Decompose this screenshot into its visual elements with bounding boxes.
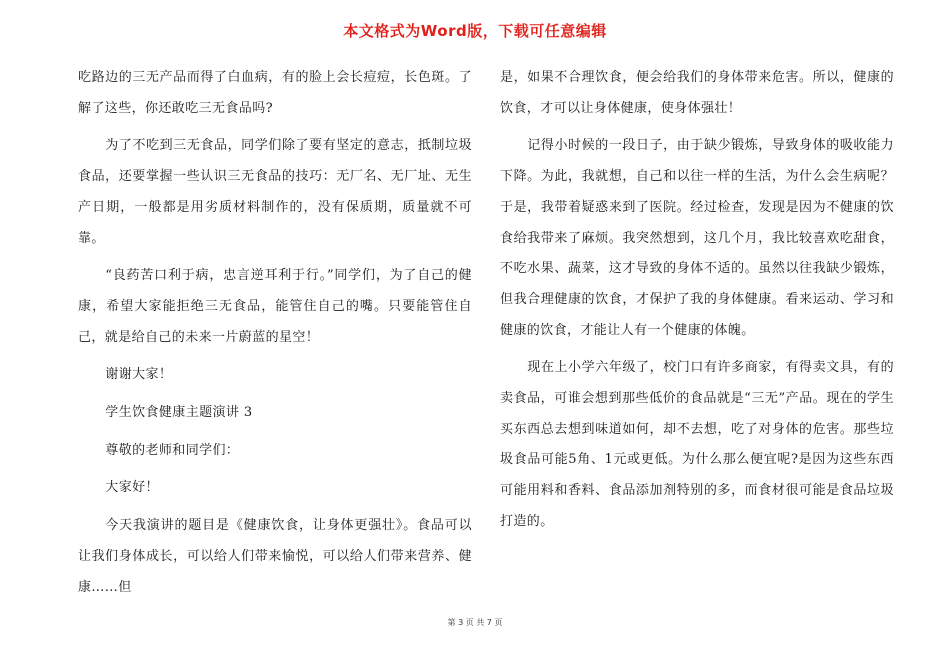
paragraph: “良药苦口利于病，忠言逆耳利于行。”同学们，为了自己的健康，希望大家能拒绝三无食品，能管住自己的嘴。只要能管住自己，就是给自己的未来一片蔚蓝的星空！	[78, 268, 472, 345]
paragraph: 谢谢大家！	[105, 367, 173, 383]
right-column	[500, 63, 894, 545]
paragraph: 是，如果不合理饮食，便会给我们的身体带来危害。所以，健康的饮食，才可以让身体健康，使身体强壮！	[500, 70, 894, 116]
paragraph: 今天我演讲的题目是《健康饮食，让身体更强壮》。食品可以让我们身体成长，可以给人们带来愉悦，可以给人们带来营养、健康……但	[78, 518, 472, 595]
paragraph: 吃路边的三无产品而得了白血病，有的脸上会长痘痘，长色斑。了解了这些，你还敢吃三无食品吗?	[78, 70, 472, 116]
salutation: 尊敬的老师和同学们：	[105, 442, 240, 458]
left-column	[78, 63, 472, 610]
section-heading: 学生饮食健康主题演讲 3	[105, 405, 253, 421]
word-format-banner: 本文格式为Word版，下载可任意编辑	[343, 22, 607, 40]
greeting: 大家好！	[105, 480, 159, 496]
page-number: 第 3 页 共 7 页	[447, 618, 503, 627]
paragraph: 为了不吃到三无食品，同学们除了要有坚定的意志，抵制垃圾食品，还要掌握一些认识三无食品的技巧：无厂名、无厂址、无生产日期，一般都是用劣质材料制作的，没有保质期，质量就不可靠。	[78, 138, 472, 246]
paragraph: 记得小时候的一段日子，由于缺少锻炼，导致身体的吸收能力下降。为此，我就想，自己和以往一样的生活，为什么会生病呢？于是，我带着疑惑来到了医院。经过检查，发现是因为不健康的饮食给我带来了麻烦。我突然想到，这几个月，我比较喜欢吃甜食，不吃水果、蔬菜，这才导致的身体不适的。虽然以往我缺少锻炼，但我合理健康的饮食，才保护了我的身体健康。看来运动、学习和健康的饮食，才能让人有一个健康的体魄。	[500, 138, 894, 338]
paragraph: 现在上小学六年级了，校门口有许多商家，有得卖文具，有的卖食品，可谁会想到那些低价的食品就是“三无”产品。现在的学生买东西总去想到味道如何，却不去想，吃了对身体的危害。那些垃圾食品可能5角、1元或更低。为什么那么便宜呢?是因为这些东西可能用料和香料、食品添加剂特别的多，而食材很可能是食品垃圾打造的。	[500, 360, 894, 529]
